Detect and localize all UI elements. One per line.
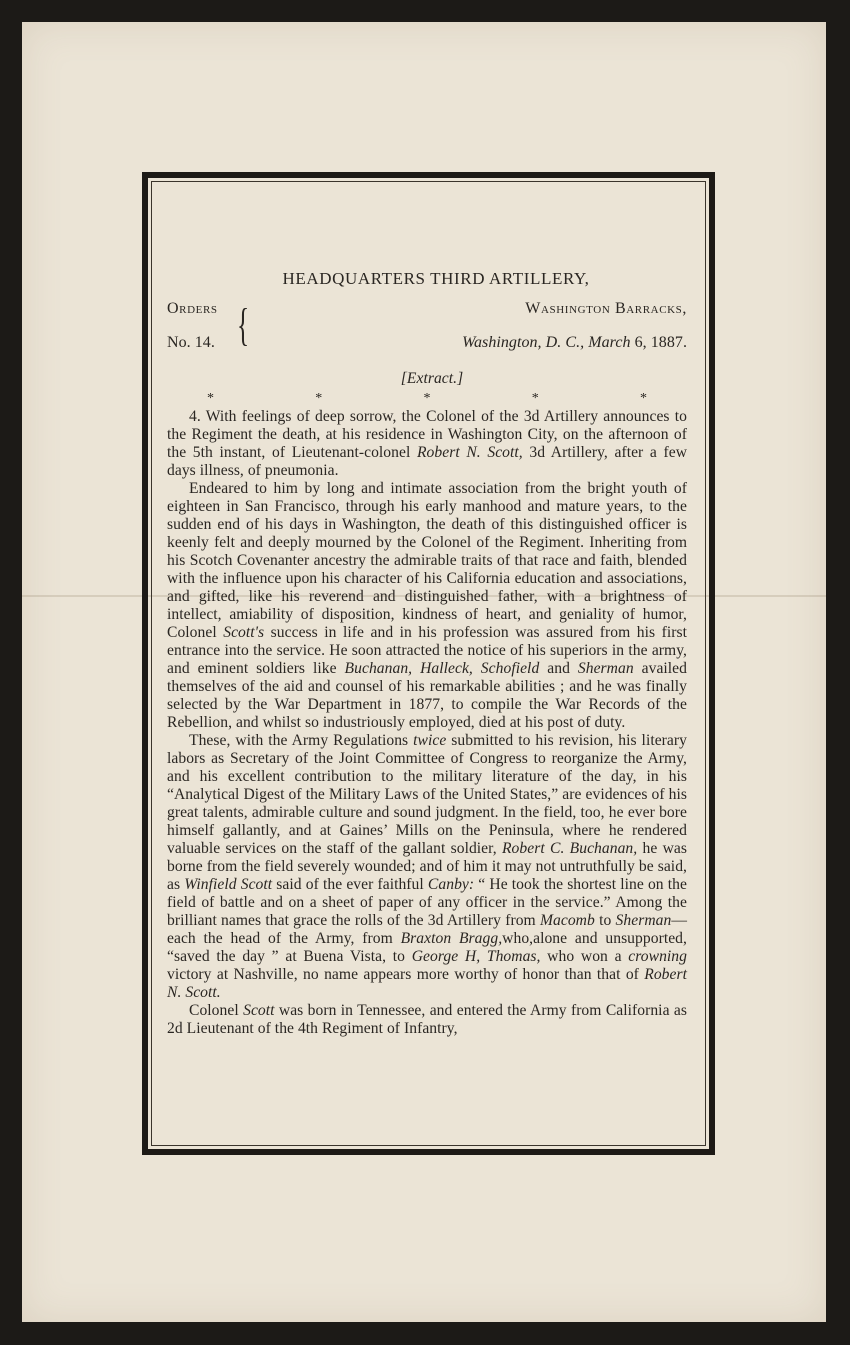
text-run: was born in Tennessee, and entered the Army from California as 2d Lieutenant of the 4th Regiment of Infantry, [167, 1002, 687, 1037]
name-run: Macomb [539, 912, 595, 929]
name-run: Buchanan, Halleck, Schofield [344, 660, 540, 677]
name-run: Robert N. Scott. [167, 966, 687, 1001]
text-run: availed themselves of the aid and counsel of his remarkable abilities ; and he was finally selected by the War Department in 1877, to compile the War Records of the Rebellion, and whilst so industriously employed, died at his post of duty. [167, 660, 687, 731]
name-run: Winfield Scott [184, 876, 273, 893]
text-run: he was borne from the field severely wounded; and of him it may not untruthfully be said, as [167, 840, 687, 893]
separator-stars [167, 390, 687, 408]
name-run: Scott [243, 1002, 275, 1019]
star: * [423, 391, 431, 406]
text-run: “ He took the shortest line on the field of battle and on a sheet of paper of any officer in the service.” Among the brilliant names that grace the rolls of the 3d Artillery from [167, 876, 687, 929]
text-run: Endeared to him by long and intimate association from the bright youth of eighteen in San Francisco, through his early manhood and mature years, to the sudden end of his days in Washington, the death of this distinguished officer is keenly felt and deeply mourned by the Colonel of the Regiment. Inheriting from his Scotch Covenanter ancestry the admirable traits of that race and faith, blended with the influence upon his character of his California education and associations, and gifted, like his reverend and distinguished father, with a brightness of intellect, amiability of disposition, kindness of heart, and geniality of humor, Colonel [167, 480, 687, 641]
paragraph-tribute [167, 480, 687, 732]
orders-text [167, 270, 687, 1038]
name-run: Scott's [223, 624, 265, 641]
emphasis-run: crowning [628, 948, 687, 965]
name-run: Sherman [615, 912, 672, 929]
barracks-label: Washington Barracks, [525, 300, 687, 317]
orders-header [167, 300, 687, 358]
text-run: 3d Artillery, after a few days illness, of pneumonia. [167, 444, 688, 479]
text-run: 4. With feelings of deep sorrow, the Colonel of the 3d Artillery announces to the Regiment the death, at his residence in Washington City, on the afternoon of the 5th instant, of Lieutenant-colonel [167, 408, 687, 461]
name-run: Robert C. Buchanan, [501, 840, 638, 857]
text-run: victory at Nashville, no name appears more worthy of honor than that of [167, 966, 645, 983]
text-run: —each the head of the Army, from [167, 912, 687, 947]
text-run: who,alone and unsupported, “saved the day ” at Buena Vista, to [167, 930, 687, 965]
star: * [207, 391, 215, 406]
dateline-place: Washington, D. C., March [462, 334, 631, 351]
dateline [462, 334, 687, 352]
star: * [315, 391, 323, 406]
text-run: said of the ever faithful [272, 876, 428, 893]
orders-number: No. 14. [167, 334, 215, 351]
page-title: HEADQUARTERS THIRD ARTILLERY, [282, 269, 590, 288]
name-run: Canby: [427, 876, 475, 893]
emphasis-run: twice [413, 732, 447, 749]
text-run: to [594, 912, 616, 929]
name-run: Robert N. Scott, [416, 444, 523, 461]
text-run: Colonel [189, 1002, 244, 1019]
name-run: George H, Thomas, [411, 948, 541, 965]
name-run: Braxton Bragg, [400, 930, 503, 947]
paragraph-biography [167, 1002, 687, 1038]
name-run: Sherman [577, 660, 634, 677]
text-run: These, with the Army Regulations [189, 732, 414, 749]
text-run: success in life and in his profession was assured from his first entrance into the service. He soon attracted the notice of his superiors in the army, and eminent soldiers like [167, 624, 687, 677]
star: * [639, 391, 647, 406]
extract-label: [Extract.] [400, 370, 464, 387]
dateline-date: 6, 1887. [630, 334, 687, 351]
text-run: who won a [540, 948, 629, 965]
text-run: submitted to his revision, his literary labors as Secretary of the Joint Committee of Congress to reorganize the Army, and his excellent contribution to the military literature of the day, in his “Analytical Digest of the Military Laws of the United States,” are evidences of his great talents, admirable culture and sound judgment. In the field, too, he ever bore himself gallantly, and at Gaines’ Mills on the Peninsula, where he rendered valuable services on the staff of the gallant soldier, [167, 732, 687, 857]
star: * [531, 391, 539, 406]
paragraph-announcement [167, 408, 687, 480]
orders-label: Orders [167, 300, 218, 317]
text-run: and [539, 660, 578, 677]
paragraph-services [167, 732, 687, 1002]
brace-icon: { [237, 299, 250, 350]
